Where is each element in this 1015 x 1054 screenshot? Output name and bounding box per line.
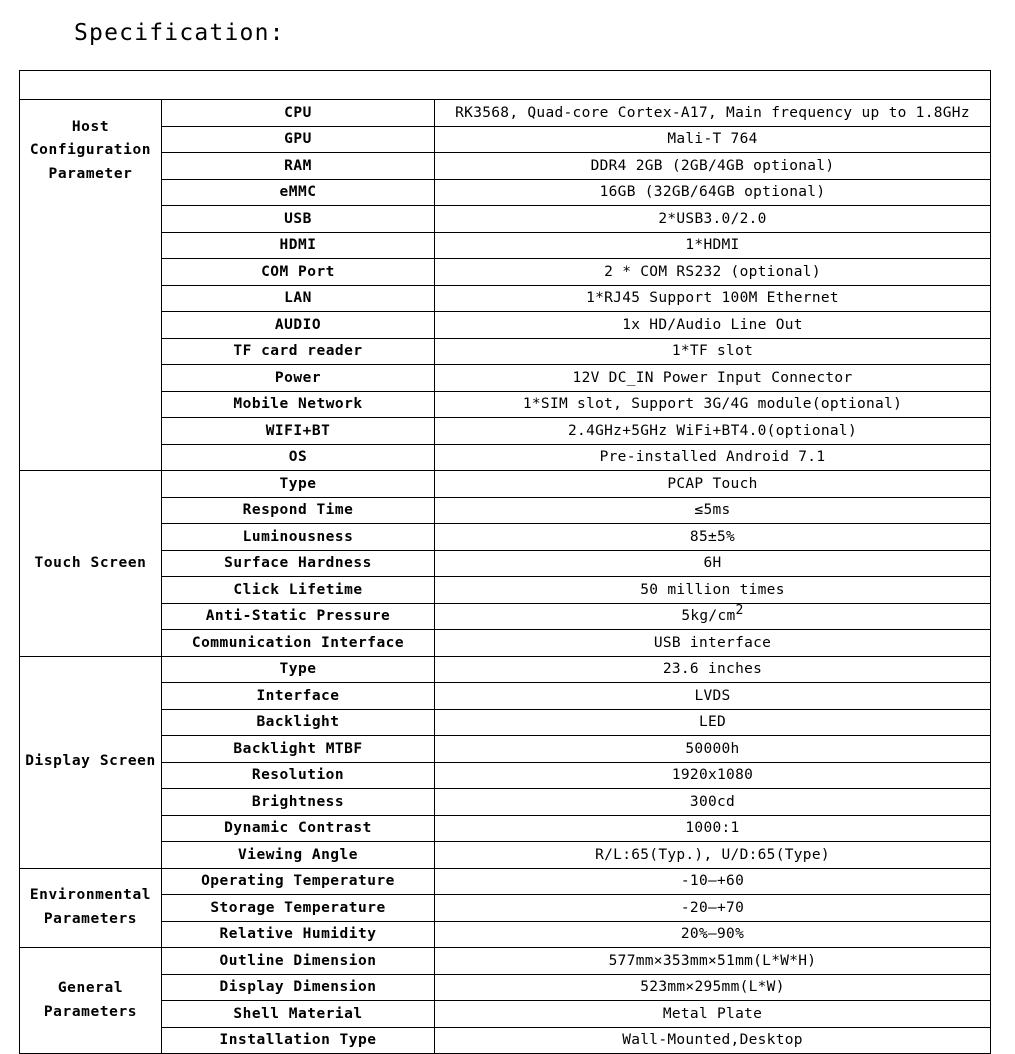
parameter-value: PCAP Touch (435, 471, 991, 498)
parameter-name: OS (162, 444, 435, 471)
table-row (20, 153, 991, 180)
parameter-value: 16GB (32GB/64GB optional) (435, 179, 991, 206)
table-row (20, 683, 991, 710)
table-row (20, 577, 991, 604)
parameter-value: 1*RJ45 Support 100M Ethernet (435, 285, 991, 312)
parameter-value (435, 603, 991, 630)
parameter-value: -10—+60 (435, 868, 991, 895)
parameter-value-superscript: 2 (735, 603, 744, 619)
parameter-value: 300cd (435, 789, 991, 816)
table-row (20, 895, 991, 922)
parameter-name: Brightness (162, 789, 435, 816)
table-row (20, 524, 991, 551)
parameter-value: 1000:1 (435, 815, 991, 842)
table-row (20, 471, 991, 498)
parameter-name: Shell Material (162, 1001, 435, 1028)
parameter-name: Backlight (162, 709, 435, 736)
parameter-value: 2*USB3.0/2.0 (435, 206, 991, 233)
specification-table-body (20, 71, 991, 1054)
parameter-value: 1*SIM slot, Support 3G/4G module(optional) (435, 391, 991, 418)
section-label: Host Configuration Parameter (20, 100, 162, 471)
parameter-name: Viewing Angle (162, 842, 435, 869)
table-row (20, 630, 991, 657)
page-title: Specification: (74, 20, 285, 46)
parameter-value: Metal Plate (435, 1001, 991, 1028)
parameter-name: Operating Temperature (162, 868, 435, 895)
parameter-name: Luminousness (162, 524, 435, 551)
parameter-value: 12V DC_IN Power Input Connector (435, 365, 991, 392)
parameter-value: 23.6 inches (435, 656, 991, 683)
parameter-name: Surface Hardness (162, 550, 435, 577)
table-row (20, 285, 991, 312)
parameter-name: TF card reader (162, 338, 435, 365)
parameter-name: Type (162, 471, 435, 498)
table-row (20, 418, 991, 445)
parameter-value: 20%—90% (435, 921, 991, 948)
parameter-value: 1*HDMI (435, 232, 991, 259)
parameter-name: Outline Dimension (162, 948, 435, 975)
parameter-value: 1*TF slot (435, 338, 991, 365)
parameter-name: Mobile Network (162, 391, 435, 418)
parameter-value: LVDS (435, 683, 991, 710)
table-row (20, 736, 991, 763)
parameter-value: 2 * COM RS232 (optional) (435, 259, 991, 286)
parameter-value: Wall-Mounted,Desktop (435, 1027, 991, 1054)
parameter-name: AUDIO (162, 312, 435, 339)
parameter-name: Dynamic Contrast (162, 815, 435, 842)
parameter-name: Power (162, 365, 435, 392)
parameter-name: HDMI (162, 232, 435, 259)
parameter-name: eMMC (162, 179, 435, 206)
section-label: Display Screen (20, 656, 162, 868)
table-row (20, 1001, 991, 1028)
parameter-name: Type (162, 656, 435, 683)
table-row (20, 789, 991, 816)
parameter-value: USB interface (435, 630, 991, 657)
parameter-name: Anti-Static Pressure (162, 603, 435, 630)
parameter-name: Backlight MTBF (162, 736, 435, 763)
parameter-value: 523mm×295mm(L*W) (435, 974, 991, 1001)
table-row (20, 391, 991, 418)
table-row (20, 948, 991, 975)
parameter-name: COM Port (162, 259, 435, 286)
table-row (20, 206, 991, 233)
parameter-value: LED (435, 709, 991, 736)
parameter-name: RAM (162, 153, 435, 180)
parameter-name: Click Lifetime (162, 577, 435, 604)
table-row (20, 550, 991, 577)
parameter-name: Relative Humidity (162, 921, 435, 948)
table-row (20, 709, 991, 736)
parameter-value-text: 5kg/cm (681, 608, 736, 625)
parameter-value: 50 million times (435, 577, 991, 604)
parameter-name: Storage Temperature (162, 895, 435, 922)
table-row (20, 338, 991, 365)
parameter-value: 6H (435, 550, 991, 577)
parameter-name: USB (162, 206, 435, 233)
section-label: Touch Screen (20, 471, 162, 657)
table-row (20, 868, 991, 895)
parameter-value: 2.4GHz+5GHz WiFi+BT4.0(optional) (435, 418, 991, 445)
parameter-value: RK3568, Quad-core Cortex-A17, Main frequency up to 1.8GHz (435, 100, 991, 127)
table-row (20, 179, 991, 206)
table-row (20, 974, 991, 1001)
table-row (20, 815, 991, 842)
parameter-value: DDR4 2GB (2GB/4GB optional) (435, 153, 991, 180)
parameter-name: WIFI+BT (162, 418, 435, 445)
parameter-value: Mali-T 764 (435, 126, 991, 153)
parameter-name: GPU (162, 126, 435, 153)
table-row (20, 603, 991, 630)
parameter-name: Display Dimension (162, 974, 435, 1001)
parameter-value: 1920x1080 (435, 762, 991, 789)
table-row (20, 444, 991, 471)
table-row (20, 921, 991, 948)
parameter-value: 50000h (435, 736, 991, 763)
section-label: Environmental Parameters (20, 868, 162, 948)
parameter-name: Interface (162, 683, 435, 710)
parameter-name: LAN (162, 285, 435, 312)
parameter-value: 1x HD/Audio Line Out (435, 312, 991, 339)
table-row (20, 126, 991, 153)
specification-table (19, 70, 991, 1054)
table-row (20, 497, 991, 524)
parameter-value: ≤5ms (435, 497, 991, 524)
table-row (20, 656, 991, 683)
parameter-value: 577mm×353mm×51mm(L*W*H) (435, 948, 991, 975)
parameter-name: Communication Interface (162, 630, 435, 657)
table-header-cell (20, 71, 991, 100)
table-row (20, 312, 991, 339)
parameter-name: CPU (162, 100, 435, 127)
parameter-value: Pre-installed Android 7.1 (435, 444, 991, 471)
parameter-value: R/L:65(Typ.), U/D:65(Type) (435, 842, 991, 869)
table-row (20, 365, 991, 392)
table-header-row (20, 71, 991, 100)
table-row (20, 259, 991, 286)
parameter-name: Respond Time (162, 497, 435, 524)
parameter-value: 85±5% (435, 524, 991, 551)
parameter-name: Resolution (162, 762, 435, 789)
section-label: General Parameters (20, 948, 162, 1054)
parameter-value: -20—+70 (435, 895, 991, 922)
table-row (20, 762, 991, 789)
parameter-name: Installation Type (162, 1027, 435, 1054)
table-row (20, 100, 991, 127)
table-row (20, 842, 991, 869)
table-row (20, 232, 991, 259)
